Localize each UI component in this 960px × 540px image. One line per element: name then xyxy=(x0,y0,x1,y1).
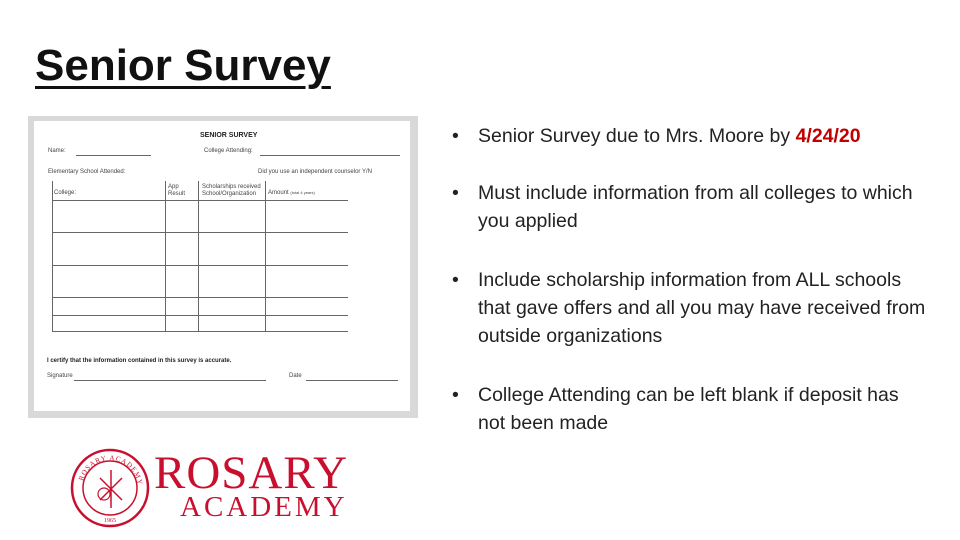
slide-title: Senior Survey xyxy=(35,41,331,90)
survey-form-image xyxy=(28,116,418,418)
form-college-line xyxy=(260,155,400,156)
form-counselor-label: Did you use an independent counselor Y/N xyxy=(258,169,372,175)
table-hline xyxy=(52,265,348,266)
col-scholarship-2: School/Organization xyxy=(202,191,257,197)
col-college: College: xyxy=(54,190,77,196)
form-name-label: Name: xyxy=(48,148,66,154)
table-vline xyxy=(198,181,199,331)
bullet-dot: • xyxy=(452,182,459,204)
table-vline xyxy=(265,181,266,331)
table-hline xyxy=(52,331,348,332)
survey-form xyxy=(34,121,410,411)
col-amount: Amount (total 4 years) xyxy=(268,190,315,196)
bullet-dot: • xyxy=(452,269,459,291)
rosary-academy-logo xyxy=(70,448,370,528)
table-hline xyxy=(52,297,348,298)
form-date-line xyxy=(306,380,398,381)
form-college-attending-label: College Attending: xyxy=(204,148,253,154)
bullet-dot: • xyxy=(452,125,459,147)
logo-rosary-text: ROSARY xyxy=(154,447,349,499)
table-hline xyxy=(52,232,348,233)
form-title: SENIOR SURVEY xyxy=(200,132,258,139)
due-date: 4/24/20 xyxy=(795,125,861,147)
table-hline xyxy=(52,315,348,316)
table-hline xyxy=(52,200,348,201)
form-date-label: Date xyxy=(289,373,302,379)
form-certify-text: I certify that the information contained in this survey is accurate. xyxy=(47,358,232,364)
seal-top-text: ROSARY ACADEMY xyxy=(77,453,144,487)
form-elementary-label: Elementary School Attended: xyxy=(48,169,126,175)
col-scholarship-1: Scholarships received xyxy=(202,184,261,190)
logo-academy-text: ACADEMY xyxy=(180,491,348,523)
table-vline xyxy=(52,181,53,331)
bullet-text: Senior Survey due to Mrs. Moore by 4/24/20 xyxy=(478,125,861,147)
table-vline xyxy=(165,181,166,331)
col-app-1: App xyxy=(168,184,179,190)
form-signature-label: Signature xyxy=(47,373,73,379)
bullet-dot: • xyxy=(452,384,459,406)
bullet-text: College Attending can be left blank if deposit has not been made xyxy=(478,384,899,434)
col-app-2: Result xyxy=(168,191,186,197)
seal-icon xyxy=(70,448,150,528)
seal-year: 1965 xyxy=(104,518,116,524)
form-name-line xyxy=(76,155,151,156)
bullet-text: Include scholarship information from ALL schools that gave offers and all you may have received from outside organizations xyxy=(478,269,926,347)
bullet-text: Must include information from all colleges to which you applied xyxy=(478,182,913,232)
form-signature-line xyxy=(74,380,266,381)
